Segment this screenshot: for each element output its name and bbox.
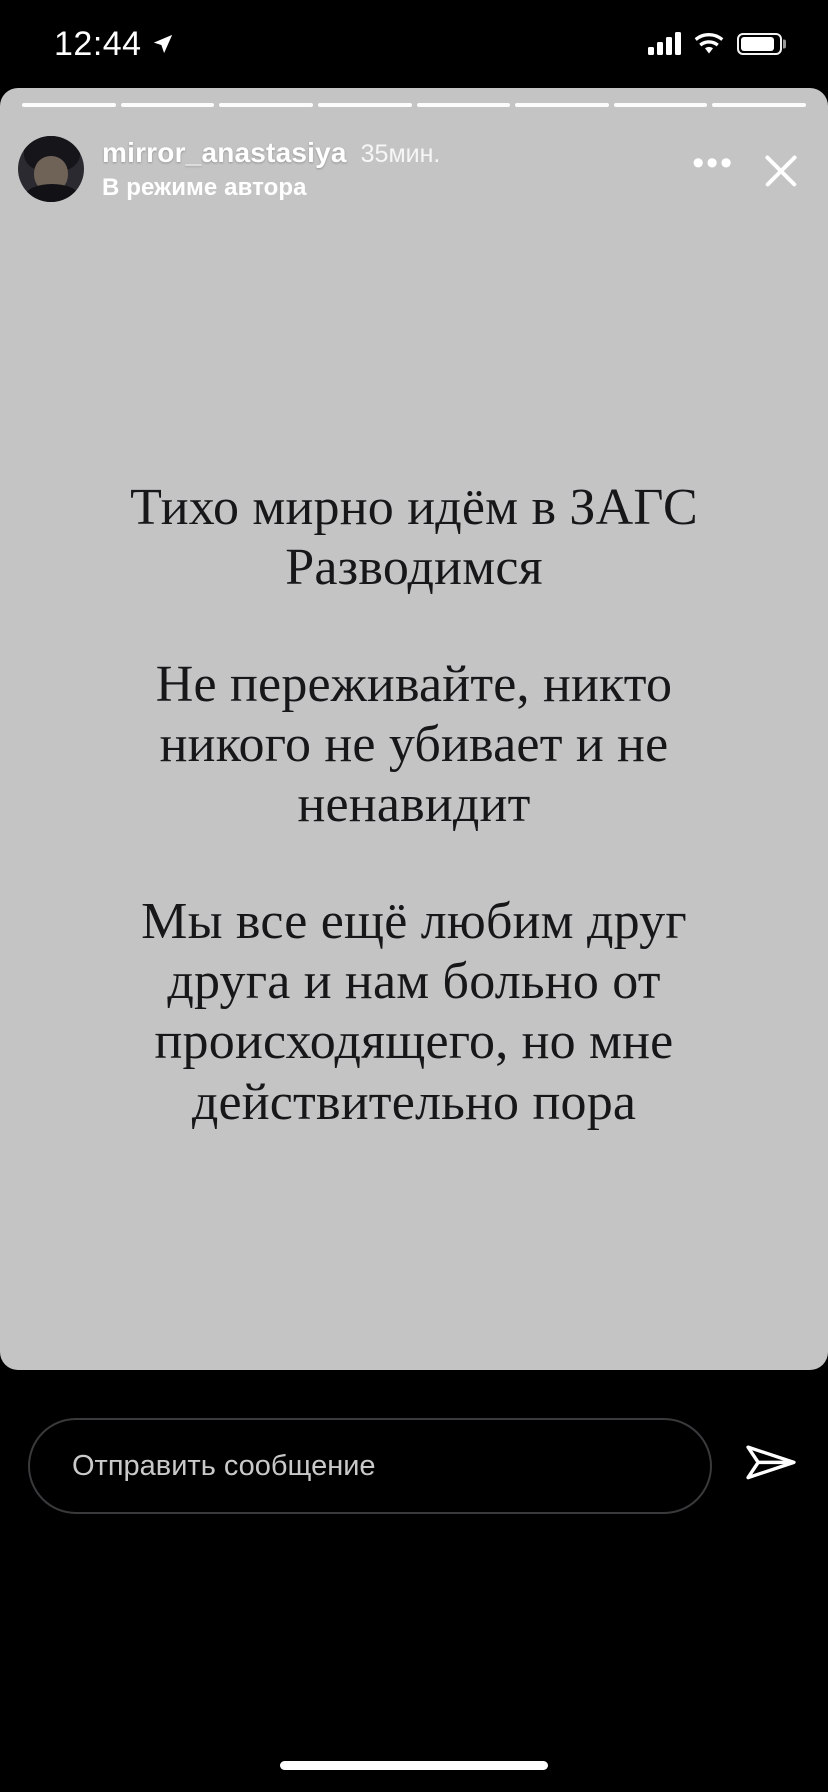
status-bar-right [648,33,782,56]
story-author-meta [102,137,692,202]
progress-segment [417,103,511,107]
message-composer [28,1418,800,1514]
send-paper-plane-icon[interactable] [742,1437,800,1495]
story-header [0,124,828,214]
story-text-content [0,478,828,1133]
progress-segment [515,103,609,107]
story-author-row [102,137,692,169]
progress-segment [22,103,116,107]
bottom-bar [0,1370,828,1792]
location-arrow-icon [152,33,174,55]
progress-segment [121,103,215,107]
status-bar [0,0,828,88]
more-options-icon[interactable]: ••• [692,144,734,182]
story-header-actions [692,144,802,190]
cellular-signal-icon [648,33,681,55]
wifi-icon [694,33,724,56]
story-paragraph: Не переживайте, никто никого не убивает и не ненавидит [155,655,673,834]
story-paragraph: Мы все ещё любим друг друга и нам больно от происходящего, но мне действительно пора [141,892,687,1131]
avatar[interactable] [18,136,84,202]
progress-segment [318,103,412,107]
home-indicator [280,1761,548,1770]
story-card[interactable] [0,88,828,1370]
story-username[interactable]: mirror_anastasiya [102,136,347,168]
status-bar-clock: 12:44 [54,24,142,63]
send-message-input[interactable] [28,1418,712,1514]
progress-segment [712,103,806,107]
story-paragraph: Тихо мирно идём в ЗАГС Разводимся [130,479,698,597]
close-icon[interactable] [760,148,802,190]
progress-segment [219,103,313,107]
status-bar-left [54,25,174,64]
story-timestamp: 35мин. [360,139,441,168]
battery-icon [737,33,782,55]
progress-segment [614,103,708,107]
story-progress-bar [22,103,806,107]
story-author-mode-label: В режиме автора [102,173,307,201]
